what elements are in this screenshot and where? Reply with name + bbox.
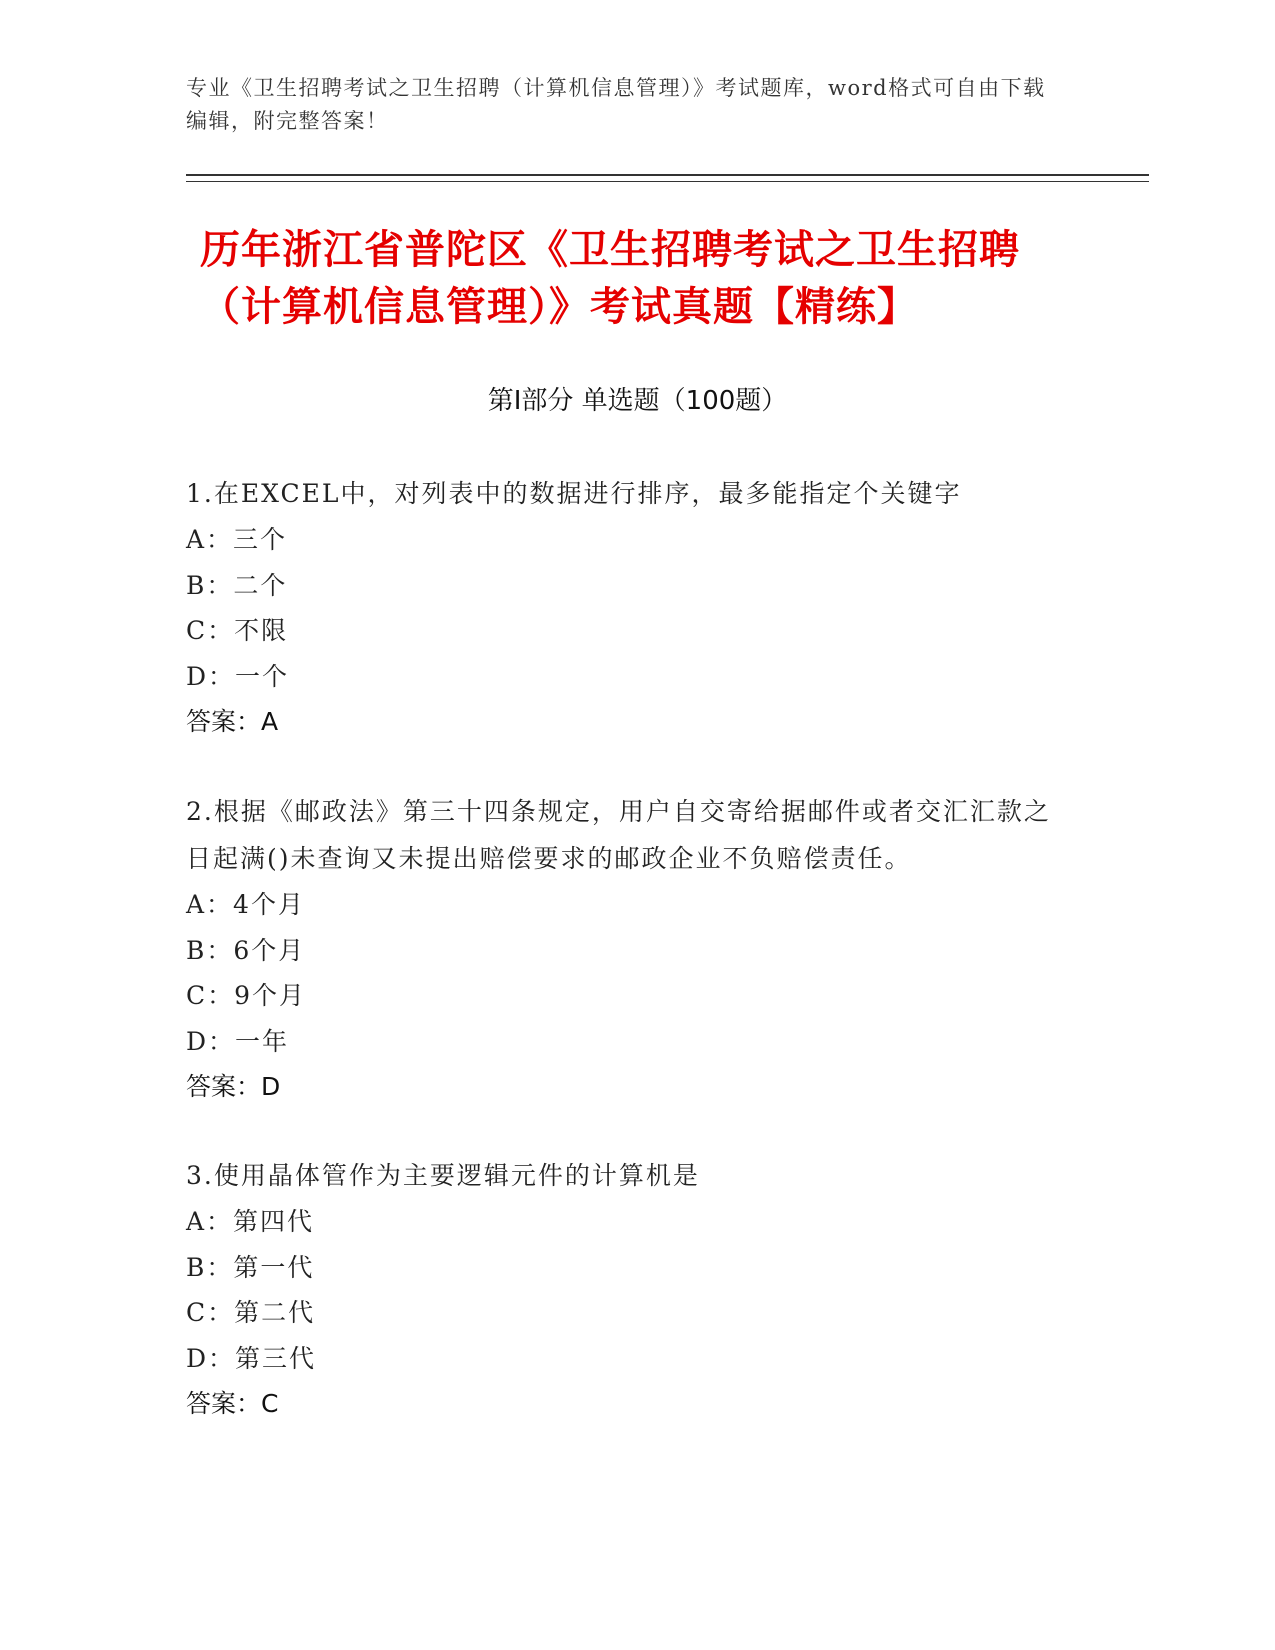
question-1 xyxy=(186,470,1066,745)
option-b: B：二个 xyxy=(186,570,288,600)
question-text: 2.根据《邮政法》第三十四条规定，用户自交寄给据邮件或者交汇汇款之日起满()未查询又未提出赔偿要求的邮政企业不负赔偿责任。 xyxy=(186,797,1051,873)
question-text: 3.使用晶体管作为主要逻辑元件的计算机是 xyxy=(186,1161,700,1190)
option-c: C：第二代 xyxy=(186,1298,316,1327)
option-c: C：9个月 xyxy=(186,981,307,1010)
answer: 答案：C xyxy=(186,1389,279,1418)
option-c: C：不限 xyxy=(186,616,289,645)
section-title: 第I部分 单选题（100题） xyxy=(487,386,788,416)
question-text: 1.在EXCEL中，对列表中的数据进行排序，最多能指定个关键字 xyxy=(186,479,962,508)
option-d: D：一年 xyxy=(186,1026,290,1056)
option-d: D：第三代 xyxy=(186,1343,317,1373)
option-a: A：第四代 xyxy=(186,1207,315,1236)
document-title: 历年浙江省普陀区《卫生招聘考试之卫生招聘（计算机信息管理）》考试真题【精练】 xyxy=(200,227,1020,330)
option-a: A：4个月 xyxy=(186,890,305,919)
answer: 答案：A xyxy=(186,707,279,736)
header-note: 专业《卫生招聘考试之卫生招聘（计算机信息管理）》考试题库，word格式可自由下载编辑，附完整答案！ xyxy=(186,76,1046,133)
question-2 xyxy=(186,788,1066,1110)
option-a: A：三个 xyxy=(186,525,288,554)
answer: 答案：D xyxy=(186,1072,281,1101)
question-3 xyxy=(186,1152,1066,1427)
header-divider-thick xyxy=(186,174,1149,176)
option-b: B：6个月 xyxy=(186,935,306,965)
option-d: D：一个 xyxy=(186,661,290,691)
option-b: B：第一代 xyxy=(186,1252,315,1282)
header-divider-thin xyxy=(186,181,1149,182)
